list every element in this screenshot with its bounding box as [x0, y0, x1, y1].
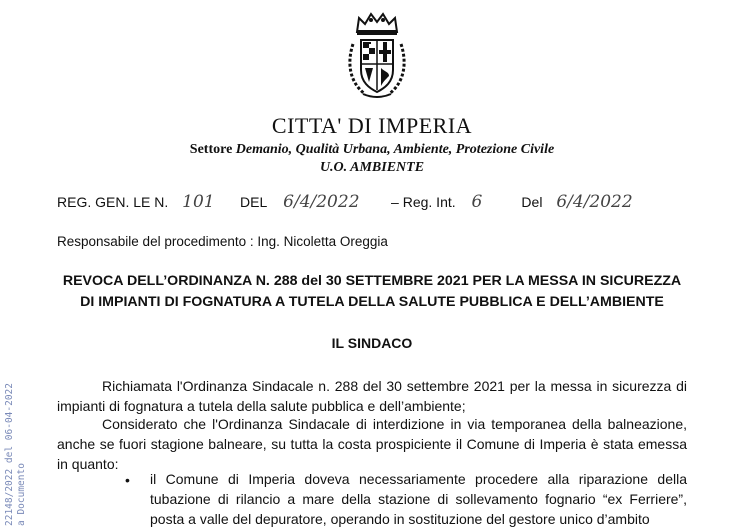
reg-gen-label: REG. GEN. LE N. — [57, 194, 169, 210]
stamp-line1: 22148/2022 del 06-04-2022 — [4, 383, 15, 526]
responsible-line: Responsabile del procedimento : Ing. Nicoletta Oreggia — [57, 234, 388, 249]
ordinance-title-line1: REVOCA DELL’ORDINANZA N. 288 del 30 SETTEMBRE 2021 PER LA MESSA IN SICUREZZA — [62, 273, 682, 289]
reg-int-label: – Reg. Int. — [391, 194, 456, 210]
sector-prefix: Settore — [189, 142, 233, 157]
bullet-item: il Comune di Imperia doveva necessariamente procedere alla riparazione della tubazione di rilancio a mare della stazione di sollevamento fognario “ex Ferriere”, posta a valle del depuratore, operando in sostituzione del gestore unico d’ambito — [150, 471, 687, 527]
reg-gen-number: 101 — [182, 192, 215, 212]
del-label: DEL — [240, 194, 268, 210]
unit-name: U.O. AMBIENTE — [319, 160, 425, 175]
del2-date: 6/4/2022 — [556, 192, 633, 212]
paragraph-richiamata — [57, 376, 687, 416]
paragraph-text: Richiamata l'Ordinanza Sindacale n. 288 del 30 settembre 2021 per la messa in sicurezza di impianti di fognatura a tutela della salute pubblica e dell’ambiente; — [57, 378, 687, 414]
del2-label: Del — [521, 194, 543, 210]
paragraph-considerato — [57, 414, 687, 474]
sector-name: Demanio, Qualità Urbana, Ambiente, Protezione Civile — [235, 142, 555, 157]
reg-int-number: 6 — [471, 192, 483, 212]
bullet-symbol: • — [125, 472, 130, 488]
ordinance-title-line2: DI IMPIANTI DI FOGNATURA A TUTELA DELLA SALUTE PUBBLICA E DELL’AMBIENTE — [80, 294, 664, 310]
sector-line — [0, 142, 744, 158]
city-title: CITTA' DI IMPERIA — [271, 113, 473, 138]
paragraph-text: Considerato che l'Ordinanza Sindacale di interdizione in via temporanea della balneazione, anche se fuori stagione balneare, su tutta la costa prospiciente il Comune di Imperia è stata emessa in quanto: — [57, 416, 687, 472]
stamp-line2: a Documento — [16, 463, 27, 526]
registry-line — [57, 192, 633, 212]
section-heading: IL SINDACO — [331, 335, 413, 351]
coat-of-arms-emblem — [345, 10, 409, 102]
protocol-stamp — [2, 340, 32, 529]
del-date: 6/4/2022 — [283, 192, 360, 212]
